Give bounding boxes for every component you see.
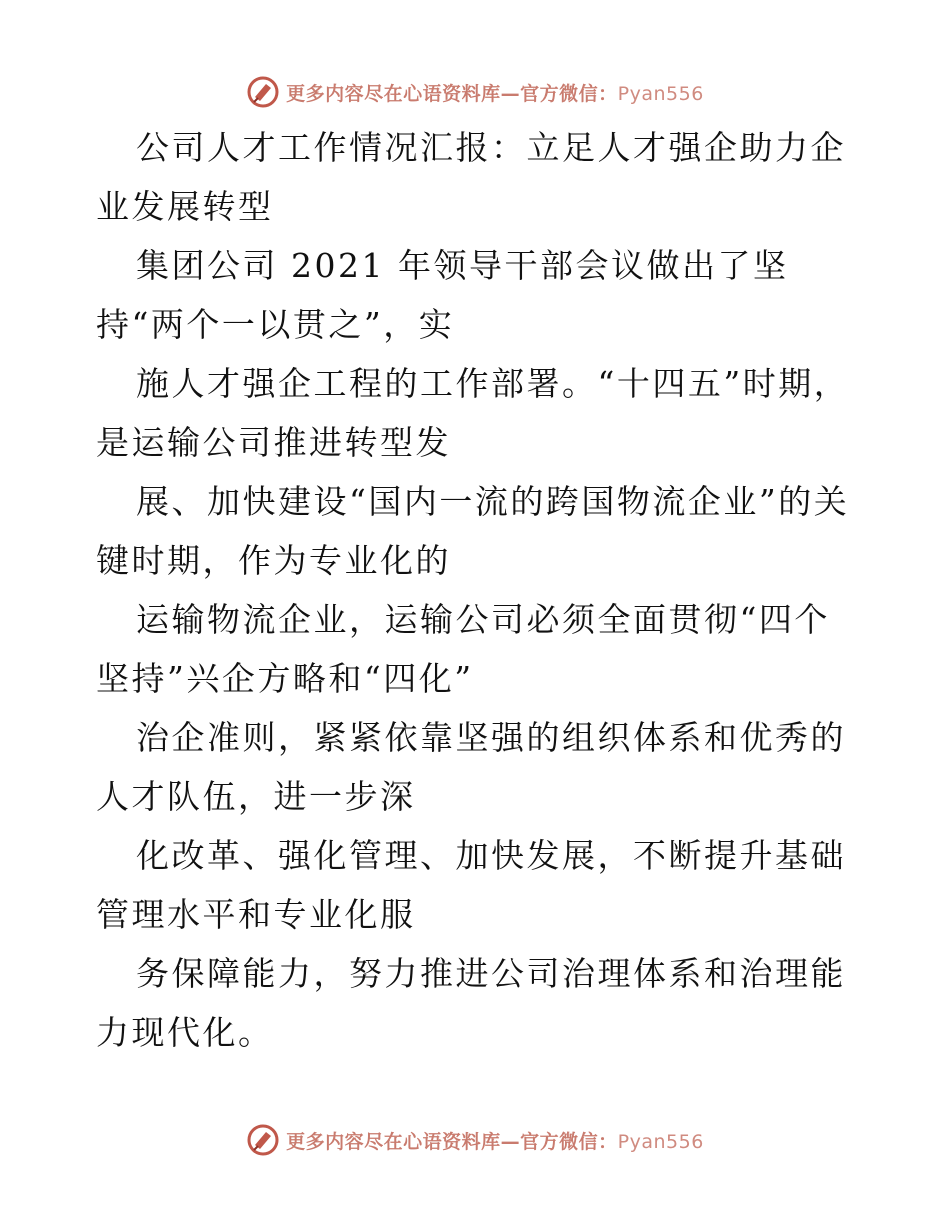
paragraph: 施人才强企工程的工作部署。“十四五”时期，是运输公司推进转型发: [96, 364, 850, 462]
watermark-footer: [0, 1120, 950, 1160]
paragraph: 运输物流企业，运输公司必须全面贯彻“四个坚持”兴企方略和“四化”: [96, 600, 830, 698]
paragraph: 公司人才工作情况汇报：立足人才强企助力企业发展转型: [96, 128, 846, 226]
paragraph: 务保障能力，努力推进公司治理体系和治理能力现代化。: [96, 954, 846, 1052]
paragraph: 集团公司 2021 年领导干部会议做出了坚持“两个一以贯之”，实: [96, 246, 789, 344]
watermark-header: [0, 72, 950, 112]
brand-logo-icon: [246, 75, 280, 109]
document-body: [96, 118, 856, 1062]
paragraph: 化改革、强化管理、加快发展，不断提升基础管理水平和专业化服: [96, 836, 846, 934]
paragraph: 治企准则，紧紧依靠坚强的组织体系和优秀的人才队伍，进一步深: [96, 718, 846, 816]
paragraph: 展、加快建设“国内一流的跨国物流企业”的关键时期，作为专业化的: [96, 482, 850, 580]
brand-logo-icon: [246, 1123, 280, 1157]
watermark-text: 更多内容尽在心语资料库—官方微信：Pyan556: [286, 82, 704, 105]
watermark-text: 更多内容尽在心语资料库—官方微信：Pyan556: [286, 1130, 704, 1153]
